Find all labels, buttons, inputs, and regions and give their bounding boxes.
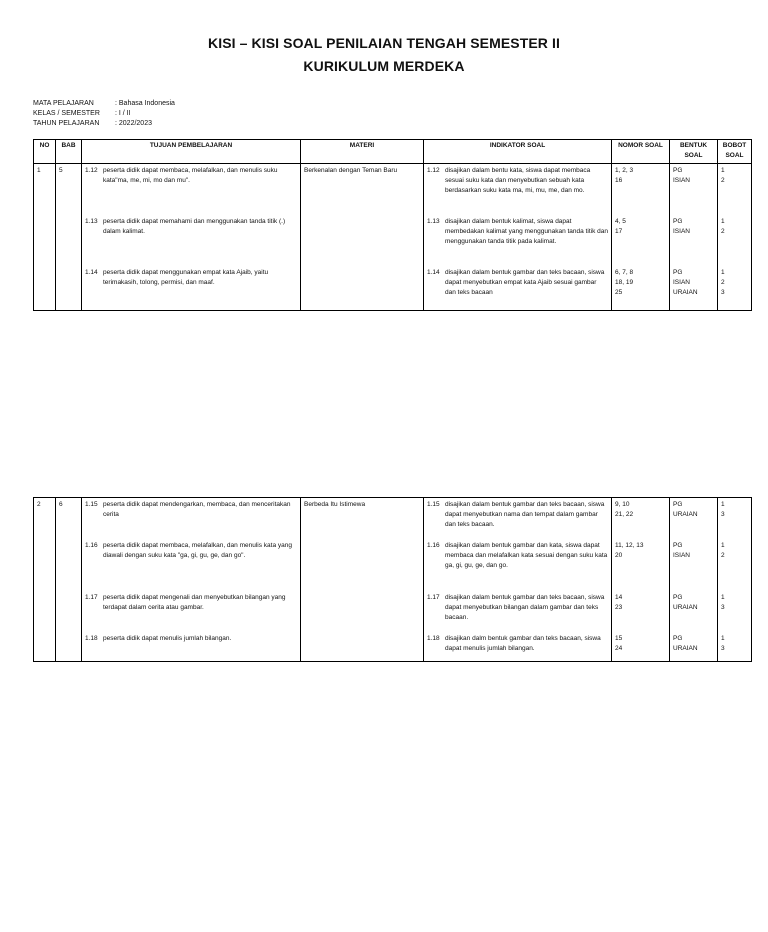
cell-materi: Berbeda Itu Istimewa — [301, 498, 424, 662]
bobot-value: 2 — [721, 279, 725, 286]
cell-bobot — [718, 164, 752, 311]
indikator-number: 1.16 — [427, 542, 440, 549]
nomor-value: 21, 22 — [615, 511, 634, 518]
bobot-value: 1 — [721, 542, 725, 549]
cell-tujuan — [82, 498, 301, 662]
bobot-group — [721, 500, 748, 541]
bentuk-value: ISIAN — [673, 552, 690, 559]
bentuk-value: PG — [673, 501, 683, 508]
cell-no: 1 — [34, 164, 56, 311]
cell-materi: Berkenalan dengan Teman Baru — [301, 164, 424, 311]
header-bobot: BOBOT SOAL — [718, 140, 752, 164]
tujuan-item — [85, 268, 297, 288]
bobot-value: 1 — [721, 594, 725, 601]
indikator-item — [427, 268, 608, 298]
nomor-value: 23 — [615, 604, 623, 611]
indikator-number: 1.14 — [427, 269, 440, 276]
tujuan-text: peserta didik dapat menulis jumlah bilangan. — [103, 635, 232, 642]
indikator-item — [427, 217, 608, 268]
meta-row — [33, 109, 175, 119]
bobot-value: 3 — [721, 645, 725, 652]
indikator-number: 1.18 — [427, 635, 440, 642]
cell-bobot — [718, 498, 752, 662]
bentuk-value: PG — [673, 635, 683, 642]
bentuk-group — [673, 634, 714, 654]
bobot-group — [721, 166, 748, 217]
indikator-text: disajikan dalam bentuk kalimat, siswa dapat membedakan kalimat yang menggunakan tanda titik dan menggunakan tanda titik pada kalimat. — [445, 218, 608, 245]
nomor-value: 11, 12, 13 — [615, 542, 644, 549]
nomor-value: 1, 2, 3 — [615, 167, 634, 174]
indikator-text: disajikan dalam bentuk gambar dan teks bacaan, siswa dapat menyebutkan empat kata Ajaib sesuai gambar dan teks bacaan — [445, 269, 605, 296]
cell-indikator — [424, 164, 612, 311]
indikator-item — [427, 541, 608, 593]
document-subtitle: KURIKULUM MERDEKA — [303, 58, 465, 74]
cell-bab: 6 — [56, 498, 82, 662]
nomor-group — [615, 268, 666, 298]
cell-bab: 5 — [56, 164, 82, 311]
tujuan-number: 1.15 — [85, 501, 98, 508]
bentuk-group — [673, 541, 714, 593]
bentuk-value: PG — [673, 218, 683, 225]
tujuan-number: 1.13 — [85, 218, 98, 225]
bobot-group — [721, 217, 748, 268]
bobot-value: 3 — [721, 289, 725, 296]
cell-nomor — [612, 498, 670, 662]
nomor-group — [615, 500, 666, 541]
indikator-item — [427, 166, 608, 217]
meta-value: : I / II — [115, 110, 131, 117]
header-tujuan: TUJUAN PEMBELAJARAN — [82, 140, 301, 164]
bentuk-group — [673, 500, 714, 541]
indikator-number: 1.17 — [427, 594, 440, 601]
tujuan-text: peserta didik dapat membaca, melafalkan, dan menulis kata yang diawali dengan suku kata "ga, gi, gu, ge, dan go". — [103, 542, 292, 559]
indikator-text: disajikan dalam bentuk gambar dan teks bacaan, siswa dapat menyebutkan nama dan tempat dalam gambar dan teks bacaan. — [445, 501, 605, 528]
nomor-value: 14 — [615, 594, 623, 601]
bobot-value: 2 — [721, 177, 725, 184]
cell-bentuk — [670, 498, 718, 662]
meta-row — [33, 99, 175, 109]
indikator-number: 1.13 — [427, 218, 440, 225]
indikator-text: disajikan dalm bentuk gambar dan teks bacaan, siswa dapat menulis jumlah bilangan. — [445, 635, 601, 652]
tujuan-number: 1.18 — [85, 635, 98, 642]
bobot-group — [721, 268, 748, 298]
tujuan-number: 1.12 — [85, 167, 98, 174]
bentuk-value: PG — [673, 167, 683, 174]
bentuk-group — [673, 593, 714, 634]
tujuan-item — [85, 500, 297, 541]
nomor-value: 9, 10 — [615, 501, 630, 508]
indikator-number: 1.12 — [427, 167, 440, 174]
tujuan-text: peserta didik dapat memahami dan menggunakan tanda titik (.) dalam kalimat. — [103, 218, 286, 235]
nomor-value: 20 — [615, 552, 623, 559]
tujuan-number: 1.14 — [85, 269, 98, 276]
nomor-group — [615, 541, 666, 593]
bentuk-value: URAIAN — [673, 289, 698, 296]
nomor-value: 6, 7, 8 — [615, 269, 634, 276]
bobot-value: 1 — [721, 501, 725, 508]
tujuan-text: peserta didik dapat mengenali dan menyebutkan bilangan yang terdapat dalam cerita atau gambar. — [103, 594, 286, 611]
nomor-value: 4, 5 — [615, 218, 626, 225]
bobot-value: 1 — [721, 167, 725, 174]
meta-label: KELAS / SEMESTER — [33, 110, 100, 117]
bentuk-value: URAIAN — [673, 511, 698, 518]
tujuan-item — [85, 634, 297, 644]
nomor-value: 17 — [615, 228, 623, 235]
table-row — [34, 498, 752, 662]
indikator-item — [427, 500, 608, 541]
bobot-value: 1 — [721, 269, 725, 276]
tujuan-item — [85, 217, 297, 268]
document-title: KISI – KISI SOAL PENILAIAN TENGAH SEMESTER II — [208, 35, 560, 51]
indikator-item — [427, 634, 608, 654]
indikator-text: disajikan dalam bentuk gambar dan teks bacaan, siswa dapat menyebutkan bilangan dalam gambar dan teks bacaan. — [445, 594, 605, 621]
kisi-table-2 — [33, 497, 752, 662]
cell-no: 2 — [34, 498, 56, 662]
bobot-value: 3 — [721, 604, 725, 611]
nomor-group — [615, 166, 666, 217]
nomor-value: 16 — [615, 177, 623, 184]
indikator-text: disajikan dalam bentuk gambar dan kata, siswa dapat membaca dan melafalkan kata sesuai dengan suku kata ga, gi, gu, ge, dan go. — [445, 542, 608, 569]
bobot-group — [721, 634, 748, 654]
header-nomor: NOMOR SOAL — [612, 140, 670, 164]
bentuk-value: ISIAN — [673, 228, 690, 235]
bentuk-group — [673, 268, 714, 298]
tujuan-number: 1.17 — [85, 594, 98, 601]
header-materi: MATERI — [301, 140, 424, 164]
nomor-value: 15 — [615, 635, 623, 642]
bobot-value: 1 — [721, 218, 725, 225]
header-bab: BAB — [56, 140, 82, 164]
indikator-text: disajikan dalam bentu kata, siswa dapat membaca sesuai suku kata dan menyebutkan sebuah kata berdasarkan suku kata ma, mi, mu, me, dan mo. — [445, 167, 591, 194]
bentuk-value: PG — [673, 269, 683, 276]
meta-value: : 2022/2023 — [115, 120, 152, 127]
meta-info — [33, 99, 175, 129]
meta-row — [33, 119, 175, 129]
bentuk-group — [673, 166, 714, 217]
header-indikator: INDIKATOR SOAL — [424, 140, 612, 164]
meta-label: MATA PELAJARAN — [33, 100, 94, 107]
bobot-value: 1 — [721, 635, 725, 642]
table-header-row — [34, 140, 752, 164]
nomor-value: 25 — [615, 289, 623, 296]
table-row — [34, 164, 752, 311]
tujuan-text: peserta didik dapat menggunakan empat kata Ajaib, yaitu terimakasih, tolong, permisi, dan maaf. — [103, 269, 269, 286]
meta-value: : Bahasa Indonesia — [115, 100, 175, 107]
kisi-table-1 — [33, 139, 752, 311]
cell-nomor — [612, 164, 670, 311]
cell-indikator — [424, 498, 612, 662]
nomor-group — [615, 217, 666, 268]
bobot-value: 2 — [721, 228, 725, 235]
cell-tujuan — [82, 164, 301, 311]
bobot-group — [721, 541, 748, 593]
tujuan-item — [85, 593, 297, 634]
indikator-item — [427, 593, 608, 634]
bentuk-value: ISIAN — [673, 279, 690, 286]
indikator-number: 1.15 — [427, 501, 440, 508]
bobot-value: 2 — [721, 552, 725, 559]
bentuk-value: PG — [673, 594, 683, 601]
bobot-group — [721, 593, 748, 634]
bentuk-value: PG — [673, 542, 683, 549]
tujuan-text: peserta didik dapat mendengarkan, membaca, dan menceritakan cerita — [103, 501, 291, 518]
header-no: NO — [34, 140, 56, 164]
tujuan-item — [85, 541, 297, 593]
meta-label: TAHUN PELAJARAN — [33, 120, 100, 127]
bentuk-value: URAIAN — [673, 645, 698, 652]
nomor-value: 24 — [615, 645, 623, 652]
tujuan-item — [85, 166, 297, 217]
nomor-group — [615, 593, 666, 634]
bobot-value: 3 — [721, 511, 725, 518]
bentuk-group — [673, 217, 714, 268]
nomor-value: 18, 19 — [615, 279, 634, 286]
nomor-group — [615, 634, 666, 654]
bentuk-value: ISIAN — [673, 177, 690, 184]
tujuan-number: 1.16 — [85, 542, 98, 549]
header-bentuk: BENTUK SOAL — [670, 140, 718, 164]
tujuan-text: peserta didik dapat membaca, melafalkan, dan menulis suku kata"ma, me, mi, mo dan mu". — [103, 167, 278, 184]
bentuk-value: URAIAN — [673, 604, 698, 611]
cell-bentuk — [670, 164, 718, 311]
